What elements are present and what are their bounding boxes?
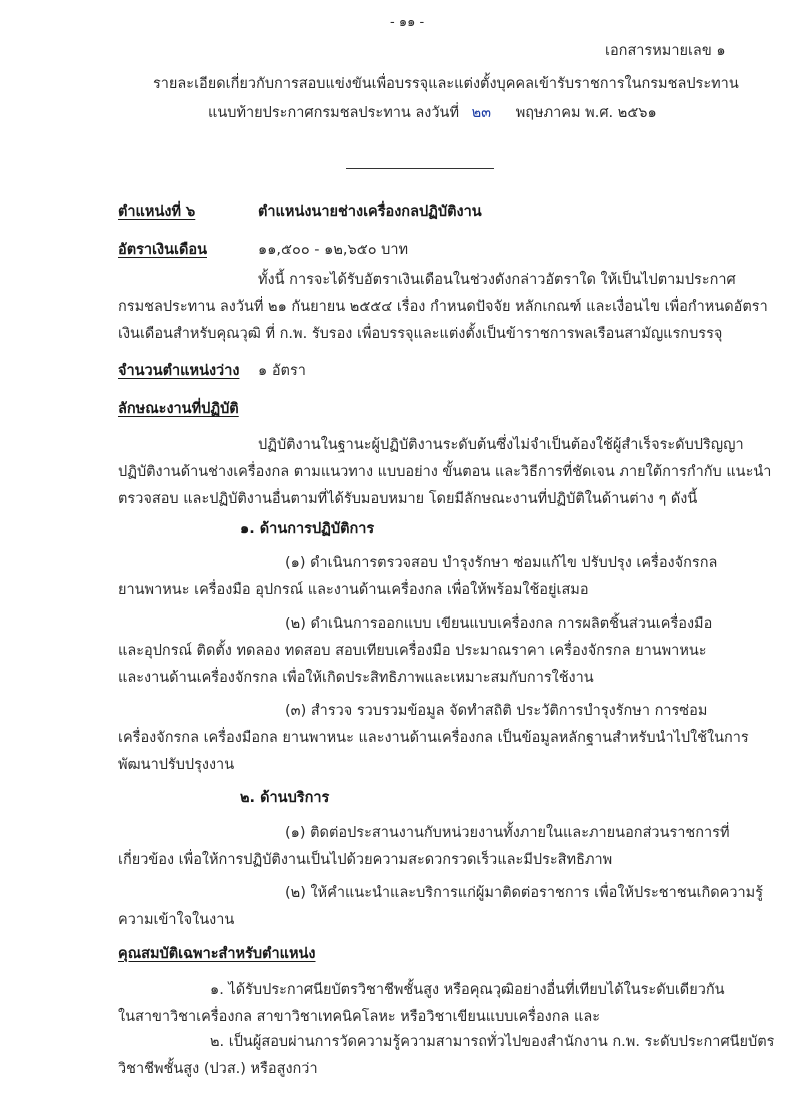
duties-intro-line: ปฏิบัติงานด้านช่างเครื่องกล ตามแนวทาง แบบอย่าง ขั้นตอน และวิธีการที่ชัดเจน ภายใต้การกำกับ แนะนำ bbox=[118, 464, 772, 480]
qualification-line: ๑. ได้รับประกาศนียบัตรวิชาชีพชั้นสูง หรือคุณวุฒิอย่างอื่นที่เทียบได้ในระดับเดียวกัน bbox=[210, 982, 725, 998]
salary-note-line: เงินเดือนสำหรับคุณวุฒิ ที่ ก.พ. รับรอง เพื่อบรรจุและแต่งตั้งเป็นข้าราชการพลเรือนสามัญแรกบรรจุ bbox=[118, 326, 723, 342]
document-title-line-1: รายละเอียดเกี่ยวกับการสอบแข่งขันเพื่อบรรจุและแต่งตั้งบุคคลเข้ารับราชการในกรมชลประทาน bbox=[153, 76, 739, 92]
position-title: ตำแหน่งนายช่างเครื่องกลปฏิบัติงาน bbox=[258, 204, 482, 220]
salary-range: ๑๑,๕๐๐ - ๑๒,๖๕๐ บาท bbox=[258, 242, 409, 258]
duty-item-line: (๓) สำรวจ รวบรวมข้อมูล จัดทำสถิติ ประวัติการบำรุงรักษา การซ่อม bbox=[285, 703, 708, 719]
position-label: ตำแหน่งที่ ๖ bbox=[118, 204, 196, 220]
duties-intro-line: ตรวจสอบ และปฏิบัติงานอื่นตามที่ได้รับมอบหมาย โดยมีลักษณะงานที่ปฏิบัติในด้านต่าง ๆ ดังนี้ bbox=[118, 491, 698, 507]
duty-item-line: (๒) ดำเนินการออกแบบ เขียนแบบเครื่องกล การผลิตชิ้นส่วนเครื่องมือ bbox=[285, 616, 713, 632]
duty-item-line: และงานด้านเครื่องจักรกล เพื่อให้เกิดประสิทธิภาพและเหมาะสมกับการใช้งาน bbox=[118, 670, 594, 686]
vacancies-value: ๑ อัตรา bbox=[258, 363, 306, 379]
duty-item-line: เกี่ยวข้อง เพื่อให้การปฏิบัติงานเป็นไปด้วยความสะดวกรวดเร็วและมีประสิทธิภาพ bbox=[118, 852, 613, 868]
duties-intro-line: ปฏิบัติงานในฐานะผู้ปฏิบัติงานระดับต้นซึ่งไม่จำเป็นต้องใช้ผู้สำเร็จระดับปริญญา bbox=[258, 437, 744, 453]
duties-label: ลักษณะงานที่ปฏิบัติ bbox=[118, 401, 239, 417]
duties-section-heading: ๑. ด้านการปฏิบัติการ bbox=[240, 521, 375, 537]
qualification-line: วิชาชีพชั้นสูง (ปวส.) หรือสูงกว่า bbox=[118, 1061, 318, 1077]
duty-item-line: (๑) ติดต่อประสานงานกับหน่วยงานทั้งภายในและภายนอกส่วนราชการที่ bbox=[285, 825, 730, 841]
duty-item-line: (๒) ให้คำแนะนำและบริการแก่ผู้มาติดต่อราชการ เพื่อให้ประชาชนเกิดความรู้ bbox=[285, 885, 764, 901]
duty-item-line: เครื่องจักรกล เครื่องมือกล ยานพาหนะ และงานด้านเครื่องกล เป็นข้อมูลหลักฐานสำหรับนำไปใช้ในการ bbox=[118, 730, 749, 746]
title-day: ๒๓ bbox=[471, 105, 492, 121]
title-prefix: แนบท้ายประกาศกรมชลประทาน ลงวันที่ bbox=[208, 105, 459, 121]
duty-item-line: พัฒนาปรับปรุงงาน bbox=[118, 757, 235, 773]
page-number: - ๑๑ - bbox=[390, 15, 425, 30]
title-divider bbox=[346, 168, 494, 169]
duty-item-line: ยานพาหนะ เครื่องมือ อุปกรณ์ และงานด้านเครื่องกล เพื่อให้พร้อมใช้อยู่เสมอ bbox=[118, 582, 589, 598]
duty-item-line: ความเข้าใจในงาน bbox=[118, 912, 235, 928]
salary-note-line: กรมชลประทาน ลงวันที่ ๒๑ กันยายน ๒๕๕๔ เรื่อง กำหนดปัจจัย หลักเกณฑ์ และเงื่อนไข เพื่อกำหนดอัตรา bbox=[118, 299, 768, 315]
document-reference: เอกสารหมายเลข ๑ bbox=[605, 43, 726, 59]
salary-label: อัตราเงินเดือน bbox=[118, 242, 207, 258]
qualifications-label: คุณสมบัติเฉพาะสำหรับตำแหน่ง bbox=[118, 946, 316, 962]
duty-item-line: (๑) ดำเนินการตรวจสอบ บำรุงรักษา ซ่อมแก้ไข ปรับปรุง เครื่องจักรกล bbox=[285, 555, 718, 571]
document-title-line-2 bbox=[208, 104, 657, 122]
qualification-line: ๒. เป็นผู้สอบผ่านการวัดความรู้ความสามารถทั่วไปของสำนักงาน ก.พ. ระดับประกาศนียบัตร bbox=[210, 1034, 775, 1050]
duties-section-heading: ๒. ด้านบริการ bbox=[240, 790, 330, 806]
salary-note-line: ทั้งนี้ การจะได้รับอัตราเงินเดือนในช่วงดังกล่าวอัตราใด ให้เป็นไปตามประกาศ bbox=[258, 272, 736, 288]
vacancies-label: จำนวนตำแหน่งว่าง bbox=[118, 363, 240, 379]
qualification-line: ในสาขาวิชาเครื่องกล สาขาวิชาเทคนิคโลหะ หรือวิชาเขียนแบบเครื่องกล และ bbox=[118, 1009, 601, 1025]
duty-item-line: และอุปกรณ์ ติดตั้ง ทดลอง ทดสอบ สอบเทียบเครื่องมือ ประมาณราคา เครื่องจักรกล ยานพาหนะ bbox=[118, 643, 707, 659]
title-month-year: พฤษภาคม พ.ศ. ๒๕๖๑ bbox=[515, 105, 657, 121]
